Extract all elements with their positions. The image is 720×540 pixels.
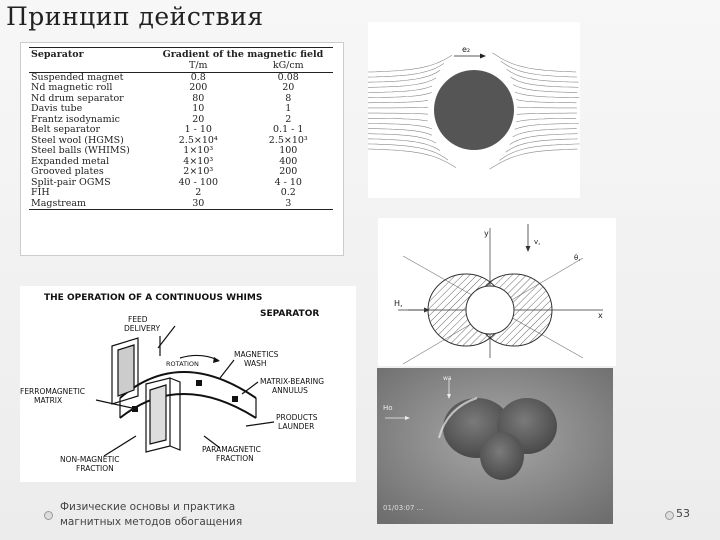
footer-bullet — [44, 511, 53, 520]
field-line — [368, 93, 432, 98]
cell-kg: 2.5×10³ — [268, 134, 308, 146]
cell-name: Belt separator — [31, 124, 101, 135]
cell-name: Nd drum separator — [31, 92, 124, 104]
cell-kg: 0.08 — [277, 71, 299, 83]
micrograph-figure — [377, 368, 613, 524]
gradient-table-panel — [20, 42, 344, 256]
table-row — [29, 167, 333, 178]
wire — [466, 286, 514, 334]
cell-name: Grooved plates — [31, 166, 104, 177]
col-header-separator: Separator — [29, 48, 153, 62]
cell-kg: 20 — [282, 82, 295, 93]
field-line — [368, 118, 428, 121]
whims-diagram — [20, 286, 356, 482]
field-line — [368, 113, 428, 114]
field-line — [368, 70, 440, 82]
dipole-figure — [378, 218, 616, 366]
label-products: PRODUCTS — [276, 413, 318, 422]
label-non-magnetic: NON-MAGNETIC — [60, 455, 120, 464]
label-para-fraction: FRACTION — [216, 454, 254, 463]
cell-name: Suspended magnet — [31, 71, 124, 83]
cell-tm: 2.5×10⁴ — [178, 134, 218, 146]
cell-name: Expanded metal — [31, 155, 110, 167]
cell-kg: 1 — [285, 103, 292, 114]
whims-title-1: THE OPERATION OF A CONTINUOUS WHIMS — [44, 293, 263, 303]
micrograph-svg — [377, 368, 613, 524]
table-row — [29, 125, 333, 136]
matrix-block-1 — [132, 406, 138, 412]
micro-h-label: Ho — [383, 404, 393, 412]
y-axis-label: y — [484, 229, 489, 238]
cell-kg: 0.2 — [280, 187, 296, 198]
label-matrix: MATRIX — [34, 396, 63, 405]
cell-kg: 400 — [279, 155, 298, 167]
cell-name: Nd magnetic roll — [31, 82, 113, 93]
matrix-block-3 — [232, 396, 238, 402]
field-line — [490, 149, 578, 169]
sphere — [434, 70, 514, 150]
footer-caption — [60, 500, 242, 530]
field-lines-svg — [368, 22, 580, 198]
h-label: H, — [394, 299, 403, 308]
label-nonmag-fraction: FRACTION — [76, 464, 114, 473]
cell-kg: 3 — [244, 199, 333, 210]
label-matrix-bearing: MATRIX-BEARING — [260, 377, 325, 386]
cell-tm: 1 - 10 — [184, 124, 212, 135]
field-line — [368, 134, 436, 143]
gradient-table — [29, 47, 333, 210]
cell-name: Frantz isodynamic — [31, 113, 120, 125]
cell-name: FIH — [31, 187, 50, 198]
field-line — [368, 123, 432, 128]
field-line — [368, 55, 452, 72]
label-launder: LAUNDER — [278, 422, 315, 431]
label-magnetics: MAGNETICS — [234, 350, 279, 359]
field-line — [368, 149, 456, 168]
cell-tm: 2 — [195, 187, 202, 198]
field-line — [517, 113, 577, 114]
cell-tm: 20 — [192, 113, 205, 125]
label-feed-delivery: DELIVERY — [124, 324, 161, 333]
label-feed: FEED — [128, 315, 148, 324]
label-paramagnetic: PARAMAGNETIC — [202, 445, 261, 454]
table-row — [29, 188, 333, 199]
unit-kgcm: kG/cm — [244, 61, 333, 72]
cell-name: Split-pair OGMS — [31, 176, 111, 188]
cell-tm: 0.8 — [190, 71, 206, 83]
label-ferromagnetic: FERROMAGNETIC — [20, 387, 86, 396]
dipole-svg — [378, 218, 616, 366]
cell-name: Magstream — [29, 199, 153, 210]
footer-line-2: магнитных методов обогащения — [60, 516, 243, 528]
cell-name: Steel wool (HGMS) — [31, 134, 124, 146]
label-rotation: ROTATION — [166, 360, 199, 368]
field-line — [515, 123, 579, 129]
field-line — [517, 107, 577, 108]
whims-title-2: SEPARATOR — [260, 309, 320, 319]
micro-timestamp: 01/03:07 ... — [383, 504, 424, 512]
table-row — [29, 146, 333, 157]
field-line — [492, 53, 576, 72]
cell-tm: 2×10³ — [183, 166, 214, 177]
slide-title: Принцип действия — [6, 2, 264, 31]
whims-svg — [20, 286, 356, 482]
field-lines-figure — [368, 22, 580, 198]
micro-top-label: wa — [443, 375, 452, 382]
cell-name: Davis tube — [31, 103, 83, 114]
x-axis-label: x — [598, 311, 603, 320]
table-row — [29, 104, 333, 115]
field-line — [368, 63, 444, 77]
cell-tm: 1×10³ — [183, 145, 214, 156]
label-annulus: ANNULUS — [272, 386, 308, 395]
field-line — [368, 139, 440, 151]
page-bullet — [665, 511, 674, 520]
field-line — [513, 129, 577, 137]
field-line — [516, 100, 576, 103]
field-line — [368, 78, 436, 87]
cell-kg: 2 — [285, 113, 292, 125]
page-number: 53 — [676, 507, 690, 520]
field-line — [516, 118, 576, 122]
cell-tm: 200 — [189, 82, 208, 93]
e2-label: e₂ — [462, 45, 471, 54]
cell-kg: 100 — [279, 145, 298, 156]
table-row — [29, 199, 333, 210]
field-line — [515, 92, 579, 97]
field-line — [368, 107, 428, 108]
cell-name: Steel balls (WHIMS) — [31, 145, 130, 156]
cell-kg: 4 - 10 — [274, 176, 302, 188]
v-label: v, — [534, 238, 541, 246]
cell-kg: 0.1 - 1 — [273, 124, 304, 135]
cell-tm: 40 - 100 — [178, 176, 218, 188]
theta-label: θ, — [574, 254, 581, 262]
unit-tm: T/m — [153, 61, 244, 72]
cell-tm: 80 — [192, 92, 205, 104]
col-header-gradient: Gradient of the magnetic field — [153, 48, 333, 62]
cell-tm: 4×10³ — [183, 155, 214, 167]
footer-line-1: Физические основы и практика — [60, 501, 236, 513]
table-row — [29, 83, 333, 94]
field-line — [507, 69, 579, 82]
matrix-block-2 — [196, 380, 202, 386]
label-wash: WASH — [244, 359, 267, 368]
cell-tm: 10 — [192, 103, 205, 114]
cell-kg: 8 — [285, 92, 292, 104]
cell-kg: 200 — [279, 166, 298, 177]
field-line — [368, 100, 428, 103]
cell-tm: 30 — [153, 199, 244, 210]
